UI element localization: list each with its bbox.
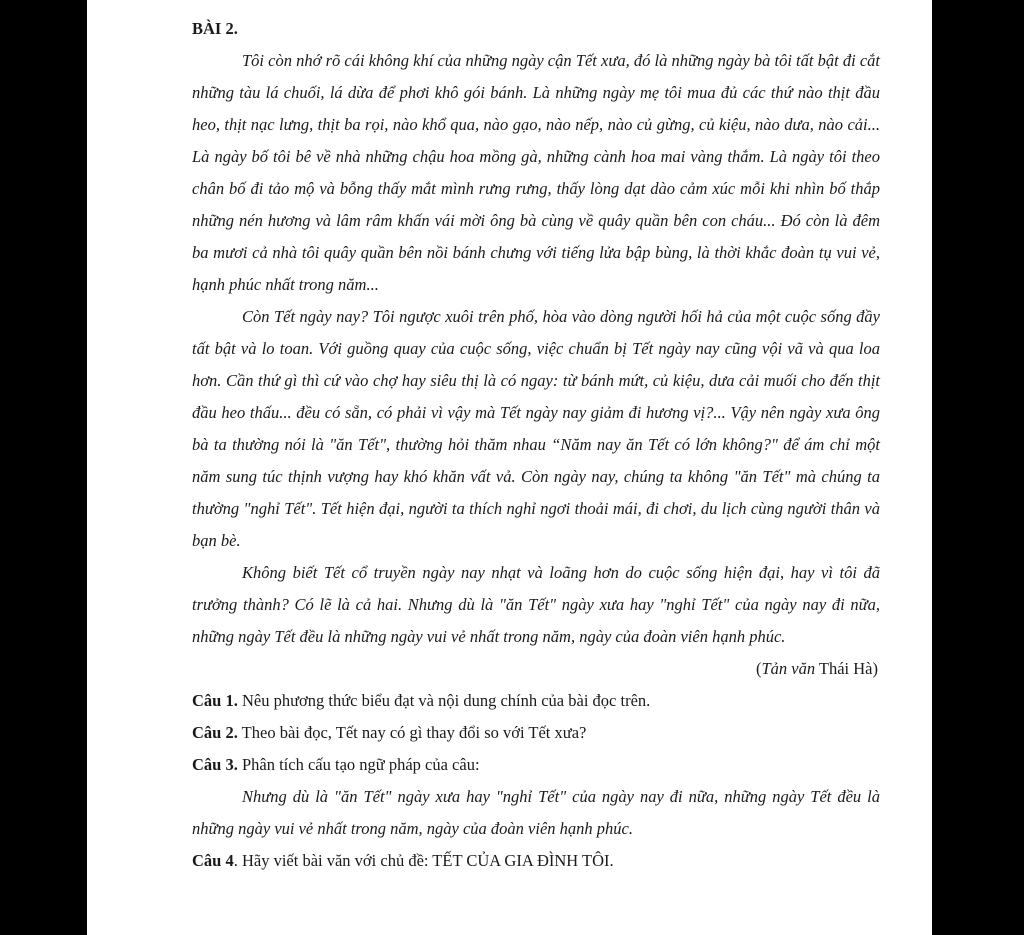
source-citation (192, 653, 880, 685)
question-text: Nêu phương thức biểu đạt và nội dung chính của bài đọc trên. (241, 691, 651, 710)
question-3 (192, 749, 880, 781)
analysis-sentence: Nhưng dù là "ăn Tết" ngày xưa hay "nghỉ Tết" của ngày nay đi nữa, những ngày Tết đều là những ngày vui vẻ nhất trong năm, ngày của đoàn viên hạnh phúc. (192, 787, 880, 838)
source-close: ) (872, 659, 878, 678)
source-author: Thái Hà (818, 659, 873, 678)
exercise-heading: BÀI 2. (192, 19, 238, 38)
question-number: Câu 1. (192, 691, 238, 710)
question-number: Câu 3. (192, 755, 238, 774)
document-content (192, 13, 880, 877)
paragraph-2: Còn Tết ngày nay? Tôi ngược xuôi trên phố, hòa vào dòng người hối hả của một cuộc sống đầy tất bật và lo toan. Với guồng quay của cuộc sống, việc chuẩn bị Tết ngày nay cũng vội vã và qua loa hơn. Cần thứ gì thì cứ vào chợ hay siêu thị là có ngay: từ bánh mứt, củ kiệu, dưa cải muối cho đến thịt đầu heo thấu... đều có sẵn, có phải vì vậy mà Tết ngày nay giảm đi hương vị?... Vậy nên ngày xưa ông bà ta thường nói là "ăn Tết", thường hỏi thăm nhau “Năm nay ăn Tết có lớn không?" để ám chỉ một năm sung túc thịnh vượng hay khó khăn vất vả. Còn ngày nay, chúng ta không "ăn Tết" mà chúng ta thường "nghỉ Tết". Tết hiện đại, người ta thích nghỉ ngơi thoải mái, đi chơi, du lịch cùng người thân và bạn bè. (192, 307, 880, 550)
question-2 (192, 717, 880, 749)
question-text: Theo bài đọc, Tết nay có gì thay đổi so với Tết xưa? (241, 723, 587, 742)
document-page (87, 0, 932, 935)
question-text: . Hãy viết bài văn với chủ đề: TẾT CỦA GIA ĐÌNH TÔI. (233, 851, 614, 870)
source-genre: Tản văn (761, 659, 816, 678)
question-number: Câu 2. (192, 723, 238, 742)
paragraph-3: Không biết Tết cổ truyền ngày nay nhạt và loãng hơn do cuộc sống hiện đại, hay vì tôi đã trưởng thành? Có lẽ là cả hai. Nhưng dù là "ăn Tết" ngày xưa hay "nghỉ Tết" của ngày nay đi nữa, những ngày Tết đều là những ngày vui vẻ nhất trong năm, ngày của đoàn viên hạnh phúc. (192, 563, 880, 646)
question-number: Câu 4 (192, 851, 234, 870)
question-1 (192, 685, 880, 717)
question-4 (192, 845, 880, 877)
paragraph-1: Tôi còn nhớ rõ cái không khí của những ngày cận Tết xưa, đó là những ngày bà tôi tất bật đi cắt những tàu lá chuối, lá dừa để phơi khô gói bánh. Là những ngày mẹ tôi mua đủ các thứ nào thịt đầu heo, thịt nạc lưng, thịt ba rọi, nào khổ qua, nào gạo, nào nếp, nào củ gừng, củ kiệu, nào dưa, nào cải... Là ngày bố tôi bê về nhà những chậu hoa mồng gà, những cành hoa mai vàng thắm. Là ngày tôi theo chân bố đi tảo mộ và bỗng thấy mắt mình rưng rưng, thấy lòng dạt dào cảm xúc mỗi khi nhìn bố thắp những nén hương và lâm râm khấn vái mời ông bà cùng về quây quần bên con cháu... Đó còn là đêm ba mươi cả nhà tôi quây quần bên nồi bánh chưng với tiếng lửa bập bùng, là thời khắc đoàn tụ vui vẻ, hạnh phúc nhất trong năm... (192, 51, 880, 294)
question-text: Phân tích cấu tạo ngữ pháp của câu: (241, 755, 480, 774)
source-open: ( (755, 659, 762, 678)
